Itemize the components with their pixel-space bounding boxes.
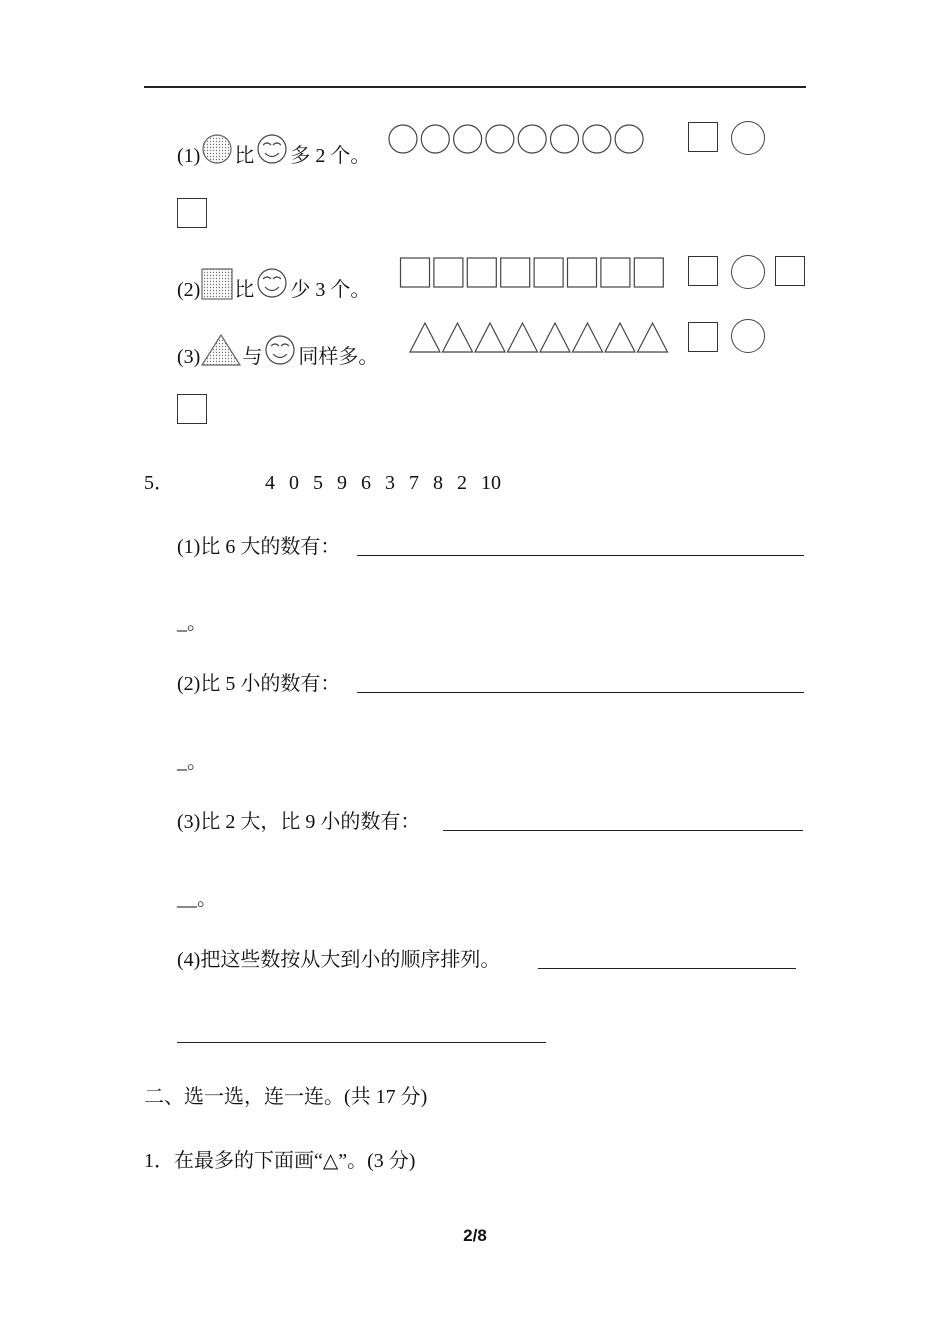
circle-row: [387, 122, 647, 156]
q5-number-list: [265, 471, 515, 495]
q4-item-3-number: (3): [177, 346, 201, 368]
q5-sub-1: (1)比 6 大的数有：: [177, 536, 341, 558]
q5-label: 5．: [144, 472, 174, 494]
circle-shape: [518, 125, 546, 153]
triangle-shape: [638, 323, 668, 352]
square-shape: [401, 258, 430, 287]
answer-box[interactable]: [775, 256, 805, 286]
square-row: [399, 256, 669, 290]
dotted-circle-icon: [200, 134, 234, 166]
answer-box[interactable]: [688, 256, 718, 286]
q5-number: 10: [481, 472, 501, 494]
circle-shape: [389, 125, 417, 153]
square-shape: [534, 258, 563, 287]
q5-sub-3-tail: __。: [177, 888, 217, 910]
answer-box[interactable]: [177, 394, 207, 424]
answer-line[interactable]: [357, 692, 804, 693]
triangle-shape: [605, 323, 635, 352]
q4-item-3-tail: 同样多。: [298, 346, 379, 368]
top-rule: [144, 86, 806, 88]
square-shape: [634, 258, 663, 287]
answer-circle[interactable]: [731, 319, 765, 353]
triangle-shape: [540, 323, 570, 352]
circle-shape: [421, 125, 449, 153]
triangle-shape: [475, 323, 505, 352]
q5-sub-2-tail: _。: [177, 751, 207, 773]
answer-circle[interactable]: [731, 255, 765, 289]
q5-number: 0: [289, 472, 299, 494]
section-2-title: 二、选一选，连一连。(共 17 分): [144, 1086, 428, 1108]
q4-item-2: [177, 268, 370, 302]
square-shape: [568, 258, 597, 287]
q5-sub-1-tail: _。: [177, 612, 207, 634]
q5-number: 7: [409, 472, 419, 494]
square-shape: [601, 258, 630, 287]
smiley-face-icon: [262, 335, 298, 367]
smiley-face-icon: [254, 134, 290, 166]
q5-number: 6: [361, 472, 371, 494]
q5-number: 5: [313, 472, 323, 494]
q4-item-1-tail: 多 2 个。: [290, 145, 371, 167]
triangle-shape: [410, 323, 440, 352]
square-shape: [467, 258, 496, 287]
dotted-square-icon: [200, 268, 234, 300]
page-number: 2/8: [463, 1226, 487, 1245]
q4-item-3: [177, 333, 378, 369]
q4-item-2-number: (2): [177, 279, 201, 301]
answer-box[interactable]: [688, 122, 718, 152]
q4-item-1: [177, 134, 370, 168]
q4-item-2-compare: 比: [234, 279, 255, 301]
triangle-shape: [443, 323, 473, 352]
circle-shape: [454, 125, 482, 153]
dotted-triangle-icon: [200, 333, 242, 367]
square-shape: [434, 258, 463, 287]
q5-sub-4: (4)把这些数按从大到小的顺序排列。: [177, 949, 501, 971]
circle-shape: [583, 125, 611, 153]
q4-item-2-tail: 少 3 个。: [290, 279, 371, 301]
circle-shape: [551, 125, 579, 153]
answer-circle[interactable]: [731, 121, 765, 155]
triangle-shape: [573, 323, 603, 352]
q5-number: 2: [457, 472, 467, 494]
q5-number: 3: [385, 472, 395, 494]
q5-number: 4: [265, 472, 275, 494]
circle-shape: [615, 125, 643, 153]
answer-line[interactable]: [538, 968, 796, 969]
answer-line[interactable]: [177, 1042, 546, 1043]
q5-sub-2: (2)比 5 小的数有：: [177, 673, 341, 695]
q5-sub-3: (3)比 2 大，比 9 小的数有：: [177, 811, 421, 833]
smiley-face-icon: [254, 268, 290, 300]
q4-item-3-compare: 与: [242, 346, 263, 368]
q5-number: 8: [433, 472, 443, 494]
q4-item-1-number: (1): [177, 145, 201, 167]
triangle-shape: [508, 323, 538, 352]
answer-box[interactable]: [177, 198, 207, 228]
section-2-question-1: 1．在最多的下面画“△”。(3 分): [144, 1150, 416, 1172]
circle-shape: [486, 125, 514, 153]
triangle-row: [408, 320, 670, 356]
q5-number: 9: [337, 472, 347, 494]
square-shape: [501, 258, 530, 287]
answer-line[interactable]: [357, 555, 804, 556]
q4-item-1-compare: 比: [234, 145, 255, 167]
answer-box[interactable]: [688, 322, 718, 352]
answer-line[interactable]: [443, 830, 803, 831]
